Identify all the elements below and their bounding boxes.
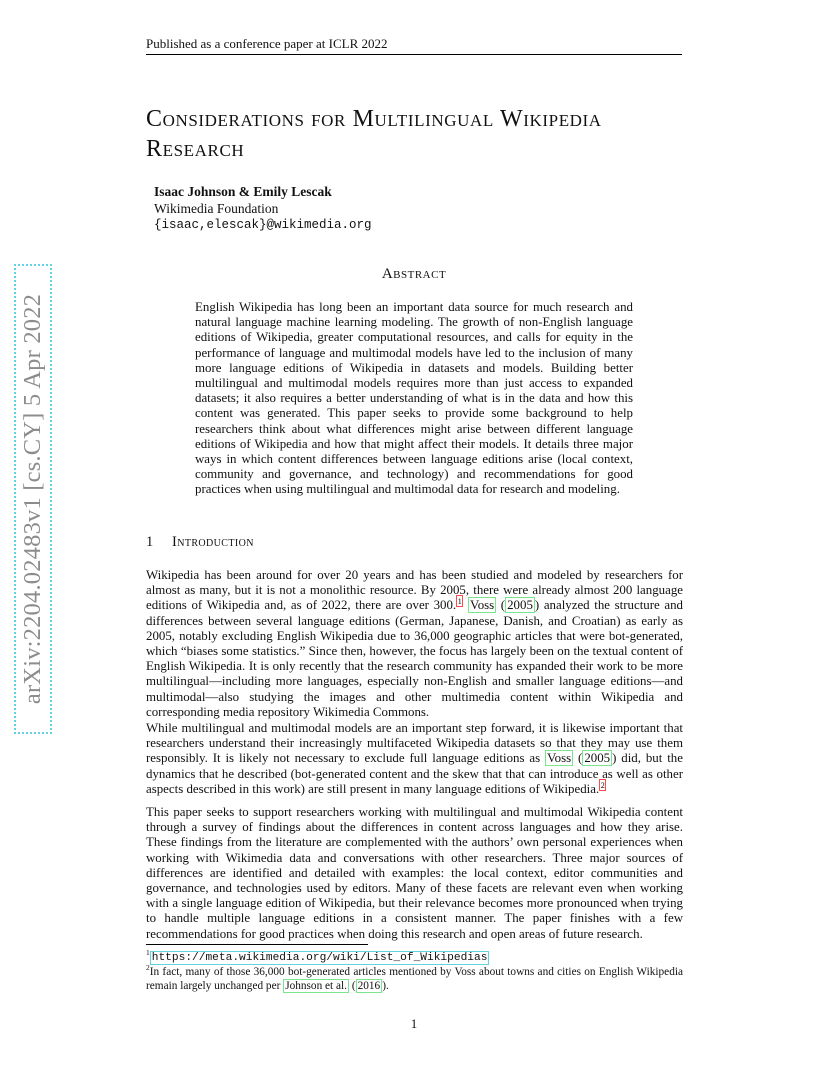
paper-title	[146, 104, 686, 164]
arxiv-identifier-text: arXiv:2204.02483v1 [cs.CY] 5 Apr 2022	[19, 293, 46, 705]
paragraph-text: did, but the dynamics that he described (bot-generated content and the skew that that can introduce as well as other aspects described in this work) are still present in many language editions of Wikipedia.	[146, 751, 683, 796]
footnote-link-2[interactable]: 2	[600, 779, 605, 790]
citation-link-johnson[interactable]: Johnson et al.	[285, 979, 348, 992]
citation-link-voss[interactable]: Voss	[547, 751, 572, 766]
footnote-2: $^2$In fact, many of those 36,000 bot-generated articles mentioned by Voss about towns and cities on English Wikipedia remain largely unchanged per Johnson et al. ( 2016 ).	[146, 963, 683, 992]
paragraph-text: Wikipedia has been around for over 20 years and has been studied and modeled by researchers for almost as many, but it is not a monolithic resource. By 2005, there were already almost 200 language editions of Wikipedia and, as of 2022, there are over 300.	[146, 568, 683, 613]
footnote-mark: 1	[146, 948, 150, 958]
section-title: Introduction	[172, 534, 254, 550]
arxiv-identifier-link[interactable]	[14, 264, 52, 734]
intro-paragraph-1: Wikipedia has been around for over 20 years and has been studied and modeled by researchers for almost as many, but it is not a monolithic resource. By 2005, there were already almost 200 language editions of Wikipedia and, as of 2022, there are over 300. $^1$ Voss ( 2005 ) analyzed the structure and differences between several language editions (German, Japanese, Danish, and Croatian) as early as 2005, notably excluding English Wikipedia due to 36,000 geographic articles that were bot-generated, which “biases some statistics.” Since then, however, the focus has largely been on the textual content of English Wikipedia. It is only recently that the research community has expanded their work to be more multilingual—including more languages, especially non-English and smaller language editions—and multimodal—also studying the images and other multimedia content within Wikipedia and corresponding media repository Wikimedia Commons.	[146, 568, 684, 719]
footnote-text: .	[385, 979, 389, 992]
author-email: {isaac,elescak}@wikimedia.org	[154, 218, 372, 232]
page-number: 1	[410, 1016, 418, 1031]
author-block	[154, 183, 554, 234]
footnote-text: In fact, many of those 36,000 bot-generated articles mentioned by Voss about towns and cities on English Wikipedia remain largely unchanged per	[146, 966, 683, 992]
abstract-heading: Abstract	[381, 266, 447, 282]
paragraph-text: While multilingual and multimodal models are an important step forward, it is likewise important that researchers understand their increasingly multifaceted Wikipedia datasets so that they may use them responsibly. It is likely not necessary to exclude full language editions as	[146, 721, 683, 766]
running-header: Published as a conference paper at ICLR 2022	[146, 36, 682, 55]
footnote-mark: 2	[146, 963, 150, 973]
footnote-1	[146, 948, 683, 966]
intro-paragraph-3: This paper seeks to support researchers working with multilingual and multimodal Wikipedia content through a survey of findings about the differences in content across languages and how they arise. These findings from the literature are complemented with the authors’ own personal experiences when working with Wikimedia data and conversations with other researchers. Three major sources of differences are identified and detailed with examples: the local context, editor communities and governance, and technologies used by editors. Many of these facets are relevant even when working with a single language edition of Wikipedia, but their relevance becomes more pronounced when trying to handle multiple language editions in a consistent manner. The paper finishes with a few recommendations for good practices when doing this research and open areas of future research.	[146, 805, 683, 941]
paragraph-text: analyzed the structure and differences between several language editions (German, Japanese, Danish, and Croatian) as early as 2005, notably excluding English Wikipedia due to 36,000 geographic articles that were bot-generated, which “biases some statistics.” Since then, however, the focus has largely been on the textual content of English Wikipedia. It is only recently that the research community has expanded their work to be more multilingual—including more languages, especially non-English and smaller language editions—and multimodal—also studying the images and other multimedia content within Wikipedia and corresponding media repository Wikimedia Commons.	[146, 598, 684, 719]
intro-paragraph-2: While multilingual and multimodal models are an important step forward, it is likewise important that researchers understand their increasingly multifaceted Wikipedia datasets so that they may use them responsibly. It is likely not necessary to exclude full language editions as Voss ( 2005 ) did, but the dynamics that he described (bot-generated content and the skew that that can introduce as well as other aspects described in this work) are still present in many language editions of Wikipedia. $^2$	[146, 721, 683, 796]
author-names: Isaac Johnson & Emily Lescak	[154, 184, 332, 199]
citation-link-voss[interactable]: Voss	[470, 598, 495, 613]
citation-year-link[interactable]: 2005	[584, 751, 611, 766]
section-heading-introduction	[146, 534, 646, 551]
section-number: 1	[146, 534, 154, 550]
citation-year-link[interactable]: 2005	[507, 598, 533, 613]
footnote-url-link[interactable]: https://meta.wikimedia.org/wiki/List_of_Wikipedias	[151, 952, 488, 964]
footnote-divider	[146, 944, 368, 945]
title-line-1: Considerations for Multilingual Wikipedia	[146, 106, 602, 132]
citation-year-link[interactable]: 2016	[357, 979, 381, 992]
author-affiliation: Wikimedia Foundation	[154, 201, 279, 216]
title-line-2: Research	[146, 136, 245, 162]
footnote-link-1[interactable]: 1	[457, 596, 462, 607]
abstract-text: English Wikipedia has long been an important data source for much research and natural language machine learning modeling. The growth of non-English language editions of Wikipedia, greater computational resources, and calls for equity in the performance of language and multimodal models have led to the inclusion of many more language editions of Wikipedia in datasets and models. Building better multilingual and multimodal models requires more than just access to expanded datasets; it also requires a better understanding of what is in the data and how this content was generated. This paper seeks to provide some background to help researchers think about what differences might arise between different language editions of Wikipedia and how that might affect their models. It details three major ways in which content differences between language editions arise (local context, community and governance, and technology) and recommendations for good practices when using multilingual and multimodal data for research and modeling.	[195, 300, 633, 497]
